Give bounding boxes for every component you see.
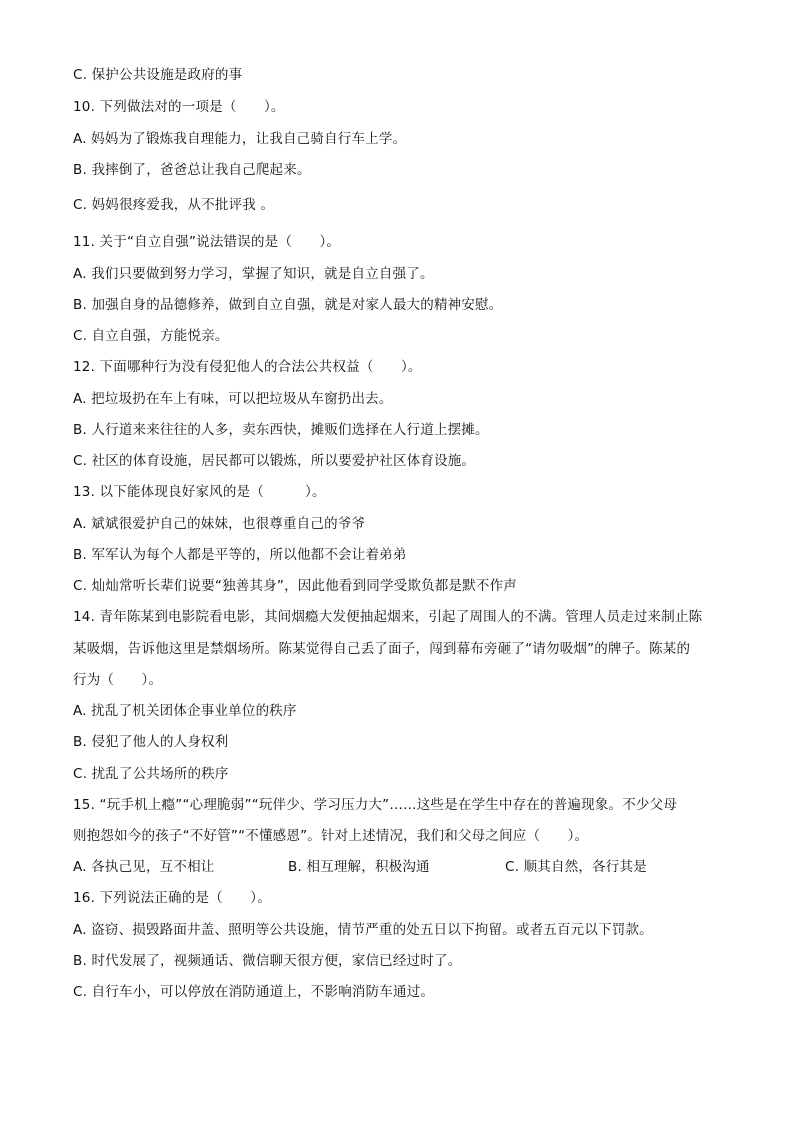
q14-stem-line-1: 14. 青年陈某到电影院看电影，其间烟瘾大发便抽起烟来，引起了周围人的不满。管理人员走过来制止陈 <box>73 609 703 625</box>
q10-option-c: C. 妈妈很疼爱我，从不批评我 。 <box>73 197 275 213</box>
q15-option-c: C. 顺其自然，各行其是 <box>505 859 647 875</box>
q12-option-c: C. 社区的体育设施，居民都可以锻炼，所以要爱护社区体育设施。 <box>73 453 476 469</box>
q9-option-c: C. 保护公共设施是政府的事 <box>73 67 243 83</box>
q15-stem-line-2: 则抱怨如今的孩子“不好管”“不懂感恩”。针对上述情况，我们和父母之间应（ ）。 <box>73 828 589 844</box>
q13-option-b: B. 军军认为每个人都是平等的，所以他都不会让着弟弟 <box>73 547 407 563</box>
q15-option-b: B. 相互理解，积极沟通 <box>288 859 430 875</box>
q13-option-c: C. 灿灿常听长辈们说要“独善其身”，因此他看到同学受欺负都是默不作声 <box>73 578 517 594</box>
q12-stem: 12. 下面哪种行为没有侵犯他人的合法公共权益（ ）。 <box>73 359 422 375</box>
q11-option-a: A. 我们只要做到努力学习，掌握了知识，就是自立自强了。 <box>73 266 434 282</box>
q10-option-b: B. 我摔倒了，爸爸总让我自己爬起来。 <box>73 162 311 178</box>
q15-option-a: A. 各执己见，互不相让 <box>73 859 215 875</box>
q16-option-c: C. 自行车小，可以停放在消防通道上，不影响消防车通过。 <box>73 984 435 1000</box>
q13-stem: 13. 以下能体现良好家风的是（ ）。 <box>73 484 326 500</box>
q16-option-a: A. 盗窃、损毁路面井盖、照明等公共设施，情节严重的处五日以下拘留。或者五百元以下罚款。 <box>73 922 653 938</box>
q16-stem: 16. 下列说法正确的是（ ）。 <box>73 890 271 906</box>
q11-stem: 11. 关于“自立自强”说法错误的是（ ）。 <box>73 234 341 250</box>
q15-stem-line-1: 15. “玩手机上瘾”“心理脆弱”“玩伴少、学习压力大”……这些是在学生中存在的普遍现象。不少父母 <box>73 797 678 813</box>
q12-option-a: A. 把垃圾扔在车上有味，可以把垃圾从车窗扔出去。 <box>73 391 393 407</box>
q12-option-b: B. 人行道来来往往的人多，卖东西快，摊贩们选择在人行道上摆摊。 <box>73 422 489 438</box>
q16-option-b: B. 时代发展了，视频通话、微信聊天很方便，家信已经过时了。 <box>73 953 462 969</box>
q10-stem: 10. 下列做法对的一项是（ ）。 <box>73 99 285 115</box>
q13-option-a: A. 斌斌很爱护自己的妹妹，也很尊重自己的爷爷 <box>73 516 366 532</box>
q14-stem-line-3: 行为（ ）。 <box>73 672 163 688</box>
q10-option-a: A. 妈妈为了锻炼我自理能力，让我自己骑自行车上学。 <box>73 131 407 147</box>
q14-option-b: B. 侵犯了他人的人身权利 <box>73 734 229 750</box>
q14-option-a: A. 扰乱了机关团体企事业单位的秩序 <box>73 703 297 719</box>
q14-option-c: C. 扰乱了公共场所的秩序 <box>73 766 229 782</box>
q11-option-c: C. 自立自强，方能悦亲。 <box>73 328 229 344</box>
q11-option-b: B. 加强自身的品德修养，做到自立自强，就是对家人最大的精神安慰。 <box>73 297 503 313</box>
q14-stem-line-2: 某吸烟，告诉他这里是禁烟场所。陈某觉得自己丢了面子，闯到幕布旁砸了“请勿吸烟”的牌子。陈某的 <box>73 641 691 657</box>
